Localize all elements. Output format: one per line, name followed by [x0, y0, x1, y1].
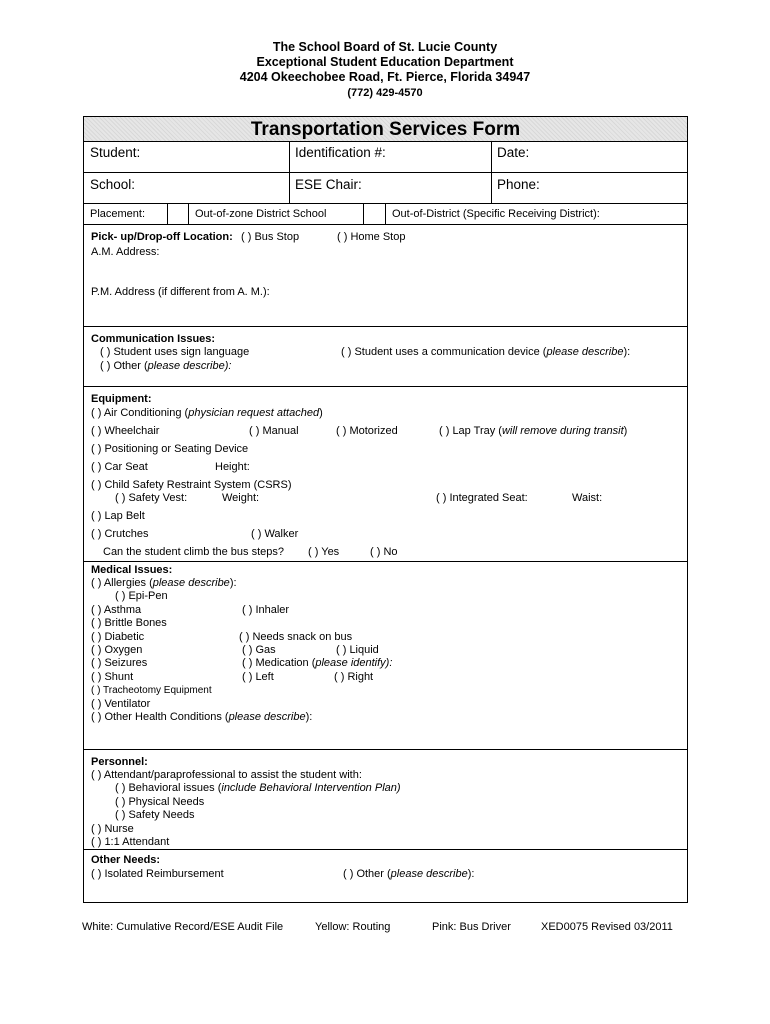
- ese-chair-label: ESE Chair:: [295, 177, 362, 192]
- section-personnel: [84, 749, 687, 850]
- crutches-option[interactable]: ( ) Crutches: [91, 528, 149, 540]
- medical-label: Medical Issues:: [91, 564, 173, 576]
- one-to-one-option[interactable]: ( ) 1:1 Attendant: [91, 836, 170, 848]
- section-communication: [84, 326, 687, 387]
- school-field[interactable]: [84, 173, 289, 204]
- shunt-left-option[interactable]: ( ) Left: [242, 671, 274, 683]
- placement-checkbox-1[interactable]: [167, 204, 188, 225]
- phone-label: Phone:: [497, 177, 540, 192]
- placement-label: Placement:: [90, 208, 146, 220]
- manual-option[interactable]: ( ) Manual: [249, 425, 299, 437]
- medication-option[interactable]: ( ) Medication (please identify):: [242, 657, 393, 669]
- integrated-seat-option[interactable]: ( ) Integrated Seat:: [436, 492, 528, 504]
- asthma-option[interactable]: ( ) Asthma: [91, 604, 142, 616]
- air-conditioning-option[interactable]: ( ) Air Conditioning (physician request attached): [91, 407, 323, 419]
- nurse-option[interactable]: ( ) Nurse: [91, 823, 134, 835]
- identification-field[interactable]: [289, 142, 491, 173]
- climb-yes-option[interactable]: ( ) Yes: [308, 546, 340, 558]
- communication-label: Communication Issues:: [91, 333, 216, 345]
- ventilator-option[interactable]: ( ) Ventilator: [91, 698, 151, 710]
- communication-device-option[interactable]: ( ) Student uses a communication device (please describe):: [341, 346, 631, 358]
- row-placement: [84, 203, 687, 225]
- header-line-1: The School Board of St. Lucie County: [272, 40, 498, 54]
- phone-field[interactable]: [491, 173, 687, 204]
- header-line-3: 4204 Okeechobee Road, Ft. Pierce, Florida 34947: [239, 70, 531, 84]
- communication-other-option[interactable]: ( ) Other (please describe):: [100, 360, 232, 372]
- ese-chair-field[interactable]: [289, 173, 491, 204]
- footer-pink-copy: Pink: Bus Driver: [432, 921, 511, 933]
- pm-address-label: P.M. Address (if different from A. M.):: [91, 286, 270, 298]
- section-medical: [84, 561, 687, 750]
- header-phone: (772) 429-4570: [347, 87, 423, 99]
- personnel-label: Personnel:: [91, 756, 148, 768]
- climb-no-option[interactable]: ( ) No: [370, 546, 398, 558]
- brittle-bones-option[interactable]: ( ) Brittle Bones: [91, 617, 167, 629]
- pickup-label: Pick- up/Drop-off Location:: [91, 231, 233, 243]
- other-needs-other-option[interactable]: ( ) Other (please describe):: [343, 868, 475, 880]
- row-school: [84, 172, 687, 204]
- footer-yellow-copy: Yellow: Routing: [315, 921, 391, 933]
- pickup-bus-stop-option[interactable]: ( ) Bus Stop: [241, 231, 300, 243]
- tracheotomy-option[interactable]: ( ) Tracheotomy Equipment: [91, 685, 212, 696]
- placement-out-of-zone: Out-of-zone District School: [195, 208, 327, 220]
- student-label: Student:: [90, 145, 141, 160]
- oxygen-option[interactable]: ( ) Oxygen: [91, 644, 143, 656]
- car-seat-option[interactable]: ( ) Car Seat: [91, 461, 148, 473]
- lap-belt-option[interactable]: ( ) Lap Belt: [91, 510, 145, 522]
- am-address-label: A.M. Address:: [91, 246, 160, 258]
- positioning-device-option[interactable]: ( ) Positioning or Seating Device: [91, 443, 249, 455]
- student-field[interactable]: [84, 142, 289, 173]
- letterhead: [0, 40, 770, 101]
- equipment-label: Equipment:: [91, 393, 152, 405]
- safety-vest-option[interactable]: ( ) Safety Vest:: [115, 492, 188, 504]
- school-label: School:: [90, 177, 136, 192]
- other-needs-label: Other Needs:: [91, 854, 161, 866]
- attendant-option[interactable]: ( ) Attendant/paraprofessional to assist the student with:: [91, 769, 362, 781]
- footer-form-code: XED0075 Revised 03/2011: [541, 921, 673, 933]
- climb-question: Can the student climb the bus steps?: [103, 546, 284, 558]
- identification-label: Identification #:: [295, 145, 386, 160]
- placement-checkbox-2[interactable]: [363, 204, 385, 225]
- motorized-option[interactable]: ( ) Motorized: [336, 425, 398, 437]
- physical-needs-option[interactable]: ( ) Physical Needs: [115, 796, 205, 808]
- form-title-band: [84, 117, 687, 141]
- safety-needs-option[interactable]: ( ) Safety Needs: [115, 809, 195, 821]
- sign-language-option[interactable]: ( ) Student uses sign language: [100, 346, 250, 358]
- diabetic-option[interactable]: ( ) Diabetic: [91, 631, 145, 643]
- weight-label: Weight:: [222, 492, 260, 504]
- liquid-option[interactable]: ( ) Liquid: [336, 644, 379, 656]
- section-other-needs: [84, 849, 687, 903]
- csrs-option[interactable]: ( ) Child Safety Restraint System (CSRS): [91, 479, 292, 491]
- date-field[interactable]: [491, 142, 687, 173]
- walker-option[interactable]: ( ) Walker: [251, 528, 299, 540]
- shunt-right-option[interactable]: ( ) Right: [334, 671, 374, 683]
- behavioral-option[interactable]: ( ) Behavioral issues (include Behavioral Intervention Plan): [115, 782, 401, 794]
- pickup-home-stop-option[interactable]: ( ) Home Stop: [337, 231, 406, 243]
- section-equipment: [84, 386, 687, 562]
- inhaler-option[interactable]: ( ) Inhaler: [242, 604, 290, 616]
- wheelchair-option[interactable]: ( ) Wheelchair: [91, 425, 160, 437]
- waist-label: Waist:: [572, 492, 603, 504]
- header-line-2: Exceptional Student Education Department: [256, 55, 514, 69]
- row-student: [84, 141, 687, 173]
- footer-white-copy: White: Cumulative Record/ESE Audit File: [82, 921, 284, 933]
- date-label: Date:: [497, 145, 530, 160]
- other-health-option[interactable]: ( ) Other Health Conditions (please describe):: [91, 711, 313, 723]
- seizures-option[interactable]: ( ) Seizures: [91, 657, 148, 669]
- gas-option[interactable]: ( ) Gas: [242, 644, 276, 656]
- epipen-option[interactable]: ( ) Epi-Pen: [115, 590, 168, 602]
- needs-snack-option[interactable]: ( ) Needs snack on bus: [239, 631, 353, 643]
- lap-tray-option[interactable]: ( ) Lap Tray (will remove during transit): [439, 425, 628, 437]
- placement-out-of-district: Out-of-District (Specific Receiving District):: [392, 208, 600, 220]
- form-title: Transportation Services Form: [250, 119, 521, 140]
- allergies-option[interactable]: ( ) Allergies (please describe):: [91, 577, 237, 589]
- isolated-reimbursement-option[interactable]: ( ) Isolated Reimbursement: [91, 868, 224, 880]
- section-pickup: [84, 224, 687, 327]
- shunt-option[interactable]: ( ) Shunt: [91, 671, 134, 683]
- height-label: Height:: [215, 461, 250, 473]
- transportation-form: [83, 116, 688, 903]
